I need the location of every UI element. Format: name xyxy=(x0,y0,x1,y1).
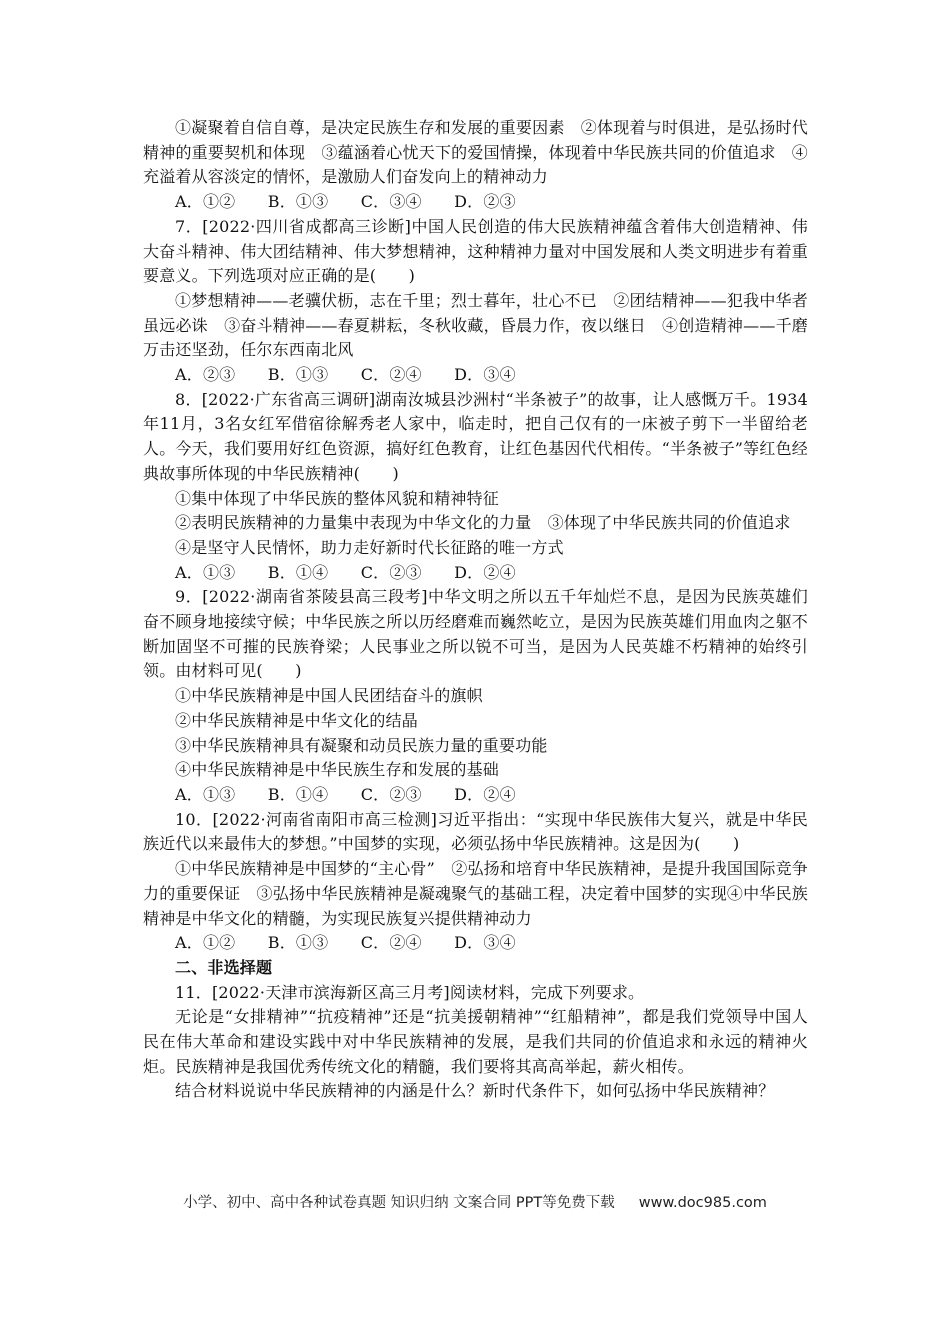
page-footer xyxy=(0,1191,950,1212)
text-paragraph: 7．[2022·四川省成都高三诊断]中国人民创造的伟大民族精神蕴含着伟大创造精神、伟大奋斗精神、伟大团结精神、伟大梦想精神，这种精神力量对中国发展和人类文明进步有着重要意义。下列选项对应正确的是( ) xyxy=(143,216,808,286)
text-paragraph: ①中华民族精神是中国人民团结奋斗的旗帜 xyxy=(175,686,483,706)
answer-options: A．①② B．①③ C．③④ D．②③ xyxy=(175,192,516,212)
text-paragraph: ①集中体现了中华民族的整体风貌和精神特征 xyxy=(175,488,500,508)
document-body xyxy=(143,116,808,1104)
footer-text: 小学、初中、高中各种试卷真题 知识归纳 文案合同 PPT等免费下载 xyxy=(183,1195,615,1211)
text-paragraph: 11．[2022·天津市滨海新区高三月考]阅读材料，完成下列要求。 xyxy=(175,982,645,1002)
text-paragraph: ④是坚守人民情怀，助力走好新时代长征路的唯一方式 xyxy=(175,537,564,557)
text-paragraph: 9．[2022·湖南省茶陵县高三段考]中华文明之所以五千年灿烂不息，是因为民族英雄们奋不顾身地接续守候；中华民族之所以历经磨难而巍然屹立，是因为民族英雄们用血肉之躯不断加固坚不可摧的民族脊梁；人民事业之所以锐不可当，是因为人民英雄不朽精神的始终引领。由材料可见( ) xyxy=(143,587,808,681)
section-heading: 二、非选择题 xyxy=(175,957,273,977)
footer-url[interactable]: www.doc985.com xyxy=(638,1195,767,1211)
text-paragraph: ②中华民族精神是中华文化的结晶 xyxy=(175,710,419,730)
text-paragraph: 10．[2022·河南省南阳市高三检测]习近平指出：“实现中华民族伟大复兴，就是中华民族近代以来最伟大的梦想。”中国梦的实现，必须弘扬中华民族精神。这是因为( ) xyxy=(143,809,808,854)
text-paragraph: 无论是“女排精神”“抗疫精神”还是“抗美援朝精神”“红船精神”，都是我们党领导中国人民在伟大革命和建设实践中对中华民族精神的发展，是我们共同的价值追求和永远的精神火炬。民族精神是我国优秀传统文化的精髓，我们要将其高高举起，薪火相传。 xyxy=(143,1007,808,1076)
text-paragraph: ③中华民族精神具有凝聚和动员民族力量的重要功能 xyxy=(175,735,548,755)
text-paragraph: ②表明民族精神的力量集中表现为中华文化的力量 ③体现了中华民族共同的价值追求 xyxy=(175,513,791,533)
text-paragraph: ①中华民族精神是中国梦的“主心骨” ②弘扬和培育中华民族精神，是提升我国国际竞争力的重要保证 ③弘扬中华民族精神是凝魂聚气的基础工程，决定着中国梦的实现④中华民族精神是中华文化的精髓，为实现民族复兴提供精神动力 xyxy=(143,859,808,928)
answer-options: A．①③ B．①④ C．②③ D．②④ xyxy=(175,784,516,804)
text-paragraph: ①梦想精神——老骥伏枥，志在千里；烈士暮年，壮心不已 ②团结精神——犯我中华者虽远必诛 ③奋斗精神——春夏耕耘，冬秋收藏，昏晨力作，夜以继日 ④创造精神——千磨万击还坚劲，任尔东西南北风 xyxy=(143,290,808,360)
answer-options: A．①② B．①③ C．②④ D．③④ xyxy=(175,933,516,953)
answer-options: A．②③ B．①③ C．②④ D．③④ xyxy=(175,365,516,385)
text-paragraph: 8．[2022·广东省高三调研]湖南汝城县沙洲村“半条被子”的故事，让人感慨万千。1934年11月，3名女红军借宿徐解秀老人家中，临走时，把自己仅有的一床被子剪下一半留给老人。今天，我们要用好红色资源，搞好红色教育，让红色基因代代相传。“半条被子”等红色经典故事所体现的中华民族精神( ) xyxy=(143,389,808,483)
text-paragraph: 结合材料说说中华民族精神的内涵是什么？新时代条件下，如何弘扬中华民族精神？ xyxy=(175,1081,775,1101)
text-paragraph: ①凝聚着自信自尊，是决定民族生存和发展的重要因素 ②体现着与时俱进，是弘扬时代精神的重要契机和体现 ③蕴涵着心忧天下的爱国情操，体现着中华民族共同的价值追求 ④充溢着从容淡定的情怀，是激励人们奋发向上的精神动力 xyxy=(143,118,808,187)
text-paragraph: ④中华民族精神是中华民族生存和发展的基础 xyxy=(175,760,500,780)
answer-options: A．①③ B．①④ C．②③ D．②④ xyxy=(175,562,516,582)
